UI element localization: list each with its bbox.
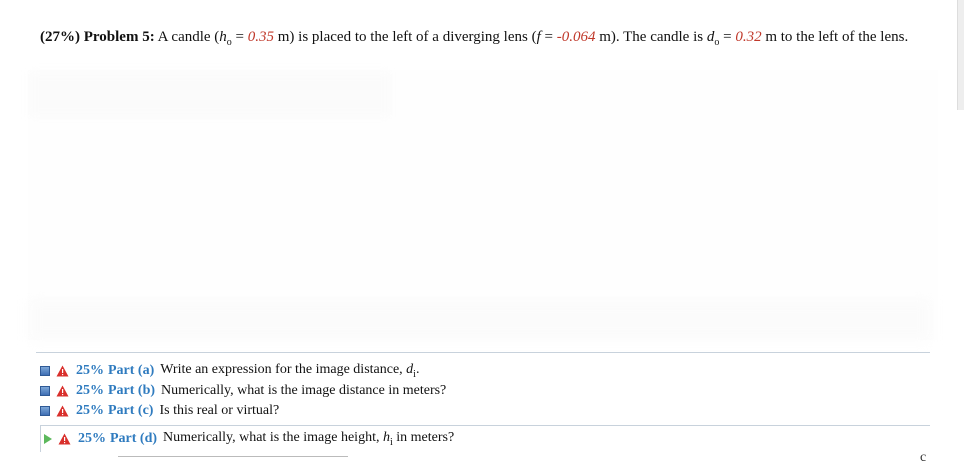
answer-field-edge [118,456,348,457]
part-description [163,430,454,448]
part-desc-tail: . [415,362,420,378]
part-percent: 25% [76,383,104,398]
cut-off-text: c [920,450,927,465]
part-desc-text: Write an expression for the image distance, [160,362,407,378]
symbol-do-sub: o [714,37,720,48]
parts-list [40,361,930,452]
part-name[interactable]: Part (d) [110,431,158,446]
problem-label: Problem 5: [83,29,155,45]
part-percent: 25% [76,403,104,418]
part-description [160,362,419,380]
status-icon [40,406,50,416]
equals: = [540,29,557,45]
equals: = [719,29,736,45]
part-description: Numerically, what is the image distance in meters? [161,383,447,398]
part-desc-tail: in meters? [392,430,455,446]
part-b-row[interactable] [40,381,930,401]
warning-icon [56,405,70,417]
equals: = [231,29,248,45]
part-a-row[interactable] [40,361,930,381]
symbol-hi: h [382,430,390,446]
problem-percent: (27%) [40,29,80,45]
problem-text: m to the left of the lens. [761,29,909,45]
part-percent: 25% [76,363,104,378]
part-d-row[interactable] [40,425,930,452]
problem-text: m) is placed to the left of a diverging lens ( [274,29,537,45]
part-percent: 25% [78,431,106,446]
problem-statement [40,26,940,54]
part-name[interactable]: Part (b) [108,383,156,398]
part-c-row[interactable] [40,401,930,421]
symbol-ho-sub: o [226,37,232,48]
value-do: 0.32 [735,29,762,45]
warning-icon [56,385,70,397]
symbol-ho: h [219,29,227,45]
value-f: -0.064 [556,29,596,45]
status-icon [40,366,50,376]
blur-region [30,300,930,340]
part-name[interactable]: Part (a) [108,363,155,378]
symbol-f: f [536,29,541,45]
play-icon [44,434,52,444]
problem-text: A candle ( [157,29,220,45]
warning-icon [58,433,72,445]
scrollbar[interactable] [957,0,964,110]
problem-text: m). The candle is [595,29,707,45]
value-ho: 0.35 [247,29,275,45]
part-desc-text: Numerically, what is the image height, [163,430,383,446]
symbol-di-sub: i [413,368,416,380]
warning-icon [56,365,70,377]
status-icon [40,386,50,396]
symbol-hi-sub: i [389,436,393,448]
symbol-do: d [706,29,715,45]
part-name[interactable]: Part (c) [108,403,154,418]
divider [36,352,930,353]
symbol-di: d [406,362,414,378]
part-description: Is this real or virtual? [159,403,280,418]
blur-region [30,72,390,117]
